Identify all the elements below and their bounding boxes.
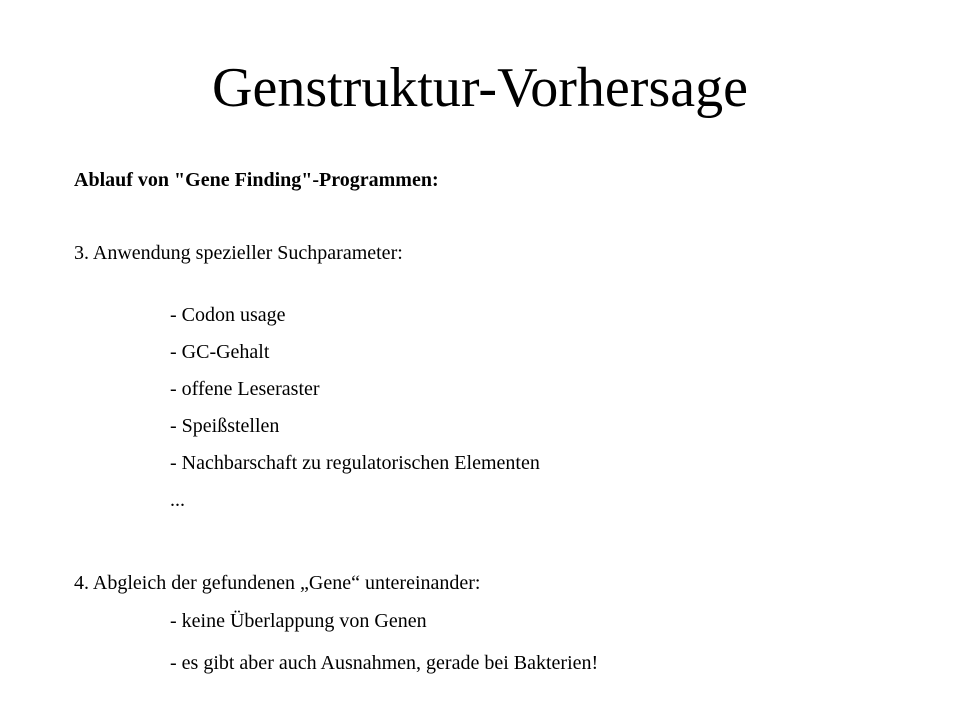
slide-title: Genstruktur-Vorhersage — [212, 57, 748, 119]
list-item: - GC-Gehalt — [170, 341, 270, 363]
list-item: - Speißstellen — [170, 415, 280, 437]
list-item: - keine Überlappung von Genen — [170, 610, 427, 632]
search-parameter-list — [170, 303, 540, 525]
gene-comparison-list — [170, 609, 598, 693]
list-item: - offene Leseraster — [170, 378, 320, 400]
section-heading-3: 3. Anwendung spezieller Suchparameter: — [74, 242, 403, 264]
section-heading-4: 4. Abgleich der gefundenen „Gene“ untereinander: — [74, 572, 481, 594]
list-item: - Nachbarschaft zu regulatorischen Elementen — [170, 452, 540, 474]
list-item: - es gibt aber auch Ausnahmen, gerade bei Bakterien! — [170, 652, 599, 674]
list-item: - Codon usage — [170, 304, 286, 326]
list-item: ... — [170, 489, 185, 511]
slide-subtitle: Ablauf von "Gene Finding"-Programmen: — [74, 169, 439, 191]
